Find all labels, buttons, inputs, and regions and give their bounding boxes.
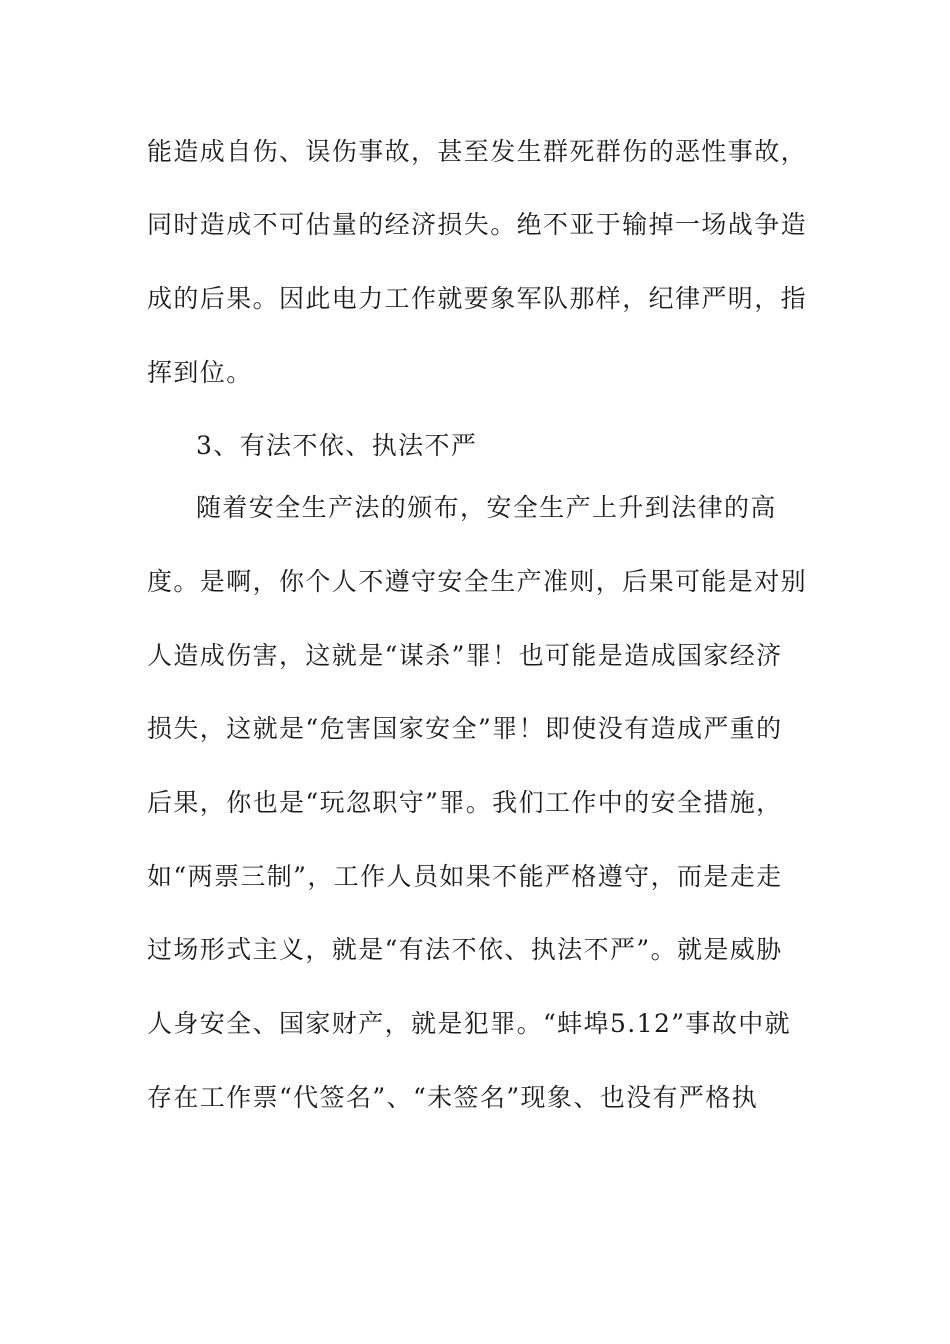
text-line-14: 存在工作票“代签名”、“未签名”现象、也没有严格执 [147,1083,759,1112]
text-line-4: 挥到位。 [147,358,253,387]
text-line-3: 成的后果。因此电力工作就要象军队那样，纪律严明，指 [147,284,808,313]
text-line-10: 后果，你也是“玩忽职守”罪。我们工作中的安全措施， [147,788,783,817]
text-line-9: 损失，这就是“危害国家安全”罪！即使没有造成严重的 [147,714,783,743]
text-line-2: 同时造成不可估量的经济损失。绝不亚于输掉一场战争造 [147,210,808,239]
section-heading: 3、有法不依、执法不严 [196,431,478,460]
text-line-12: 过场形式主义，就是“有法不依、执法不严”。就是威胁 [147,935,783,964]
text-line-11: 如“两票三制”，工作人员如果不能严格遵守，而是走走 [147,862,783,891]
text-line-7: 度。是啊，你个人不遵守安全生产准则，后果可能是对别 [147,567,808,596]
text-line-1: 能造成自伤、误伤事故，甚至发生群死群伤的恶性事故， [147,137,808,166]
text-line-8: 人造成伤害，这就是“谋杀”罪！也可能是造成国家经济 [147,641,783,670]
text-line-13: 人身安全、国家财产，就是犯罪。“蚌埠5.12”事故中就 [147,1009,792,1038]
text-line-6: 随着安全生产法的颁布，安全生产上升到法律的高 [196,493,777,522]
